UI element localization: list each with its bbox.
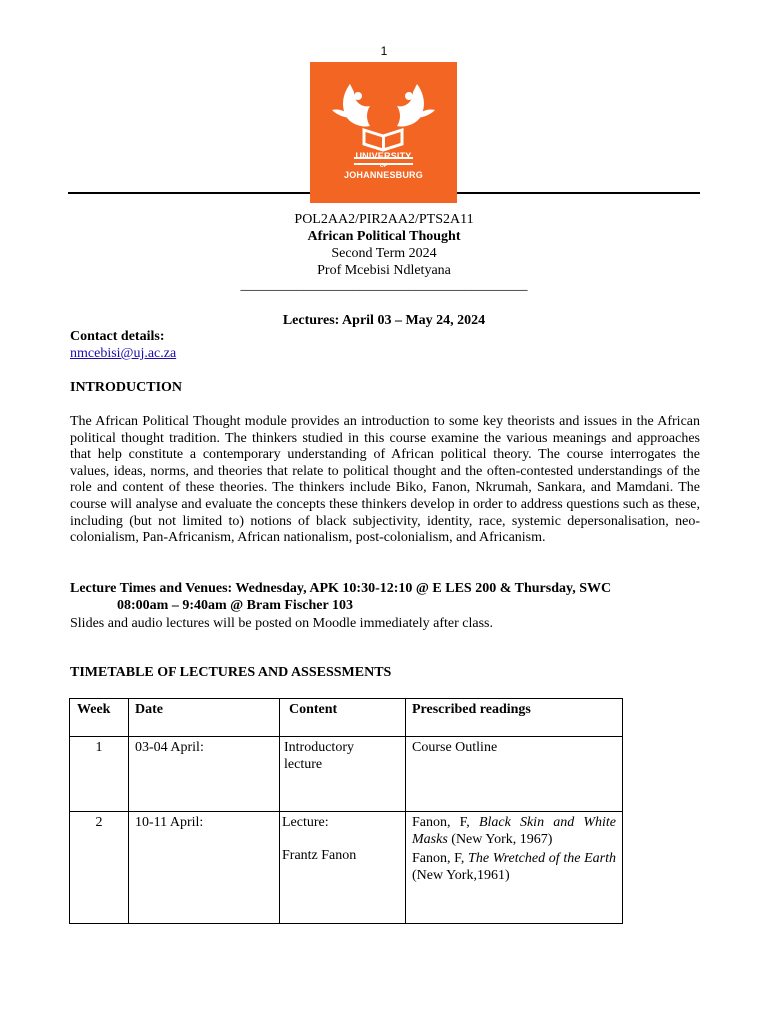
introduction-heading: INTRODUCTION <box>70 380 183 395</box>
header-separator: _________________________________________ <box>240 278 528 293</box>
column-header-date: Date <box>135 702 163 717</box>
course-codes: POL2AA2/PIR2AA2/PTS2A11 <box>294 212 474 227</box>
table-header-row <box>70 699 623 737</box>
column-header-week: Week <box>77 702 111 717</box>
reading-1-publication: (New York, 1967) <box>447 832 553 847</box>
row-2-content-topic: Frantz Fanon <box>282 848 357 863</box>
column-header-content: Content <box>289 702 338 717</box>
moodle-note: Slides and audio lectures will be posted on Moodle immediately after class. <box>70 616 494 631</box>
table-row <box>70 737 623 812</box>
lecturer-name: Prof Mcebisi Ndletyana <box>317 263 451 278</box>
university-logo <box>310 62 457 203</box>
row-1-date: 03-04 April: <box>135 740 204 755</box>
row-2-content-label: Lecture: <box>282 815 329 830</box>
venues-line-2: 08:00am – 9:40am @ Bram Fischer 103 <box>117 598 353 613</box>
course-title: African Political Thought <box>307 229 461 244</box>
university-crest-icon <box>310 62 457 203</box>
row-2-date: 10-11 April: <box>135 815 204 830</box>
row-2-reading-1 <box>406 812 622 850</box>
reading-1-author: Fanon, F, <box>412 815 479 830</box>
header-rule-left <box>68 192 310 194</box>
course-term: Second Term 2024 <box>331 246 437 261</box>
lecture-dates: Lectures: April 03 – May 24, 2024 <box>282 313 486 328</box>
reading-2-title: The Wretched of the Earth <box>468 851 616 866</box>
table-row <box>70 812 623 924</box>
row-2-week: 2 <box>95 815 103 830</box>
contact-email-link[interactable]: nmcebisi@uj.ac.za <box>70 346 177 361</box>
column-header-readings: Prescribed readings <box>412 702 531 717</box>
introduction-paragraph: The African Political Thought module provides an introduction to some key theorists and issues in the African political thought tradition. The thinkers studied in this course examine the various meanings and approaches that help constitute a contemporary understanding of African political theory. The course interrogates the values, ideas, norms, and theories that relate to political thought and the often-contested understandings of the role and content of these theories. The thinkers include Biko, Fanon, Nkrumah, Sankara, and Mamdani. The course will analyse and evaluate the concepts these thinkers develop in order to address questions such as these, including (but not limited to) notions of black subjectivity, identity, race, systemic depersonalisation, neo-colonialism, Pan-Africanism, African nationalism, post-colonialism, and Africanism. <box>70 414 700 546</box>
row-1-content: Introductory lecture <box>284 740 354 772</box>
reading-2-author: Fanon, F, <box>412 851 469 866</box>
reading-1-title: Black Skin and White Masks <box>412 815 616 847</box>
row-1-week: 1 <box>95 740 103 755</box>
logo-university-text: UNIVERSITY <box>355 151 412 161</box>
timetable-heading: TIMETABLE OF LECTURES AND ASSESSMENTS <box>70 665 392 680</box>
contact-heading: Contact details: <box>70 329 165 344</box>
reading-2-publication: (New York,1961) <box>412 868 510 883</box>
row-2-reading-2 <box>406 850 622 886</box>
timetable-table <box>69 698 623 924</box>
venues-line-1: Lecture Times and Venues: Wednesday, APK 10:30-12:10 @ E LES 200 & Thursday, SWC <box>70 581 612 596</box>
header-rule-right <box>457 192 700 194</box>
logo-johannesburg-text: JOHANNESBURG <box>344 170 423 180</box>
row-1-readings: Course Outline <box>412 740 498 755</box>
page-number: 1 <box>380 44 388 58</box>
logo-of-text: OF <box>379 163 388 169</box>
